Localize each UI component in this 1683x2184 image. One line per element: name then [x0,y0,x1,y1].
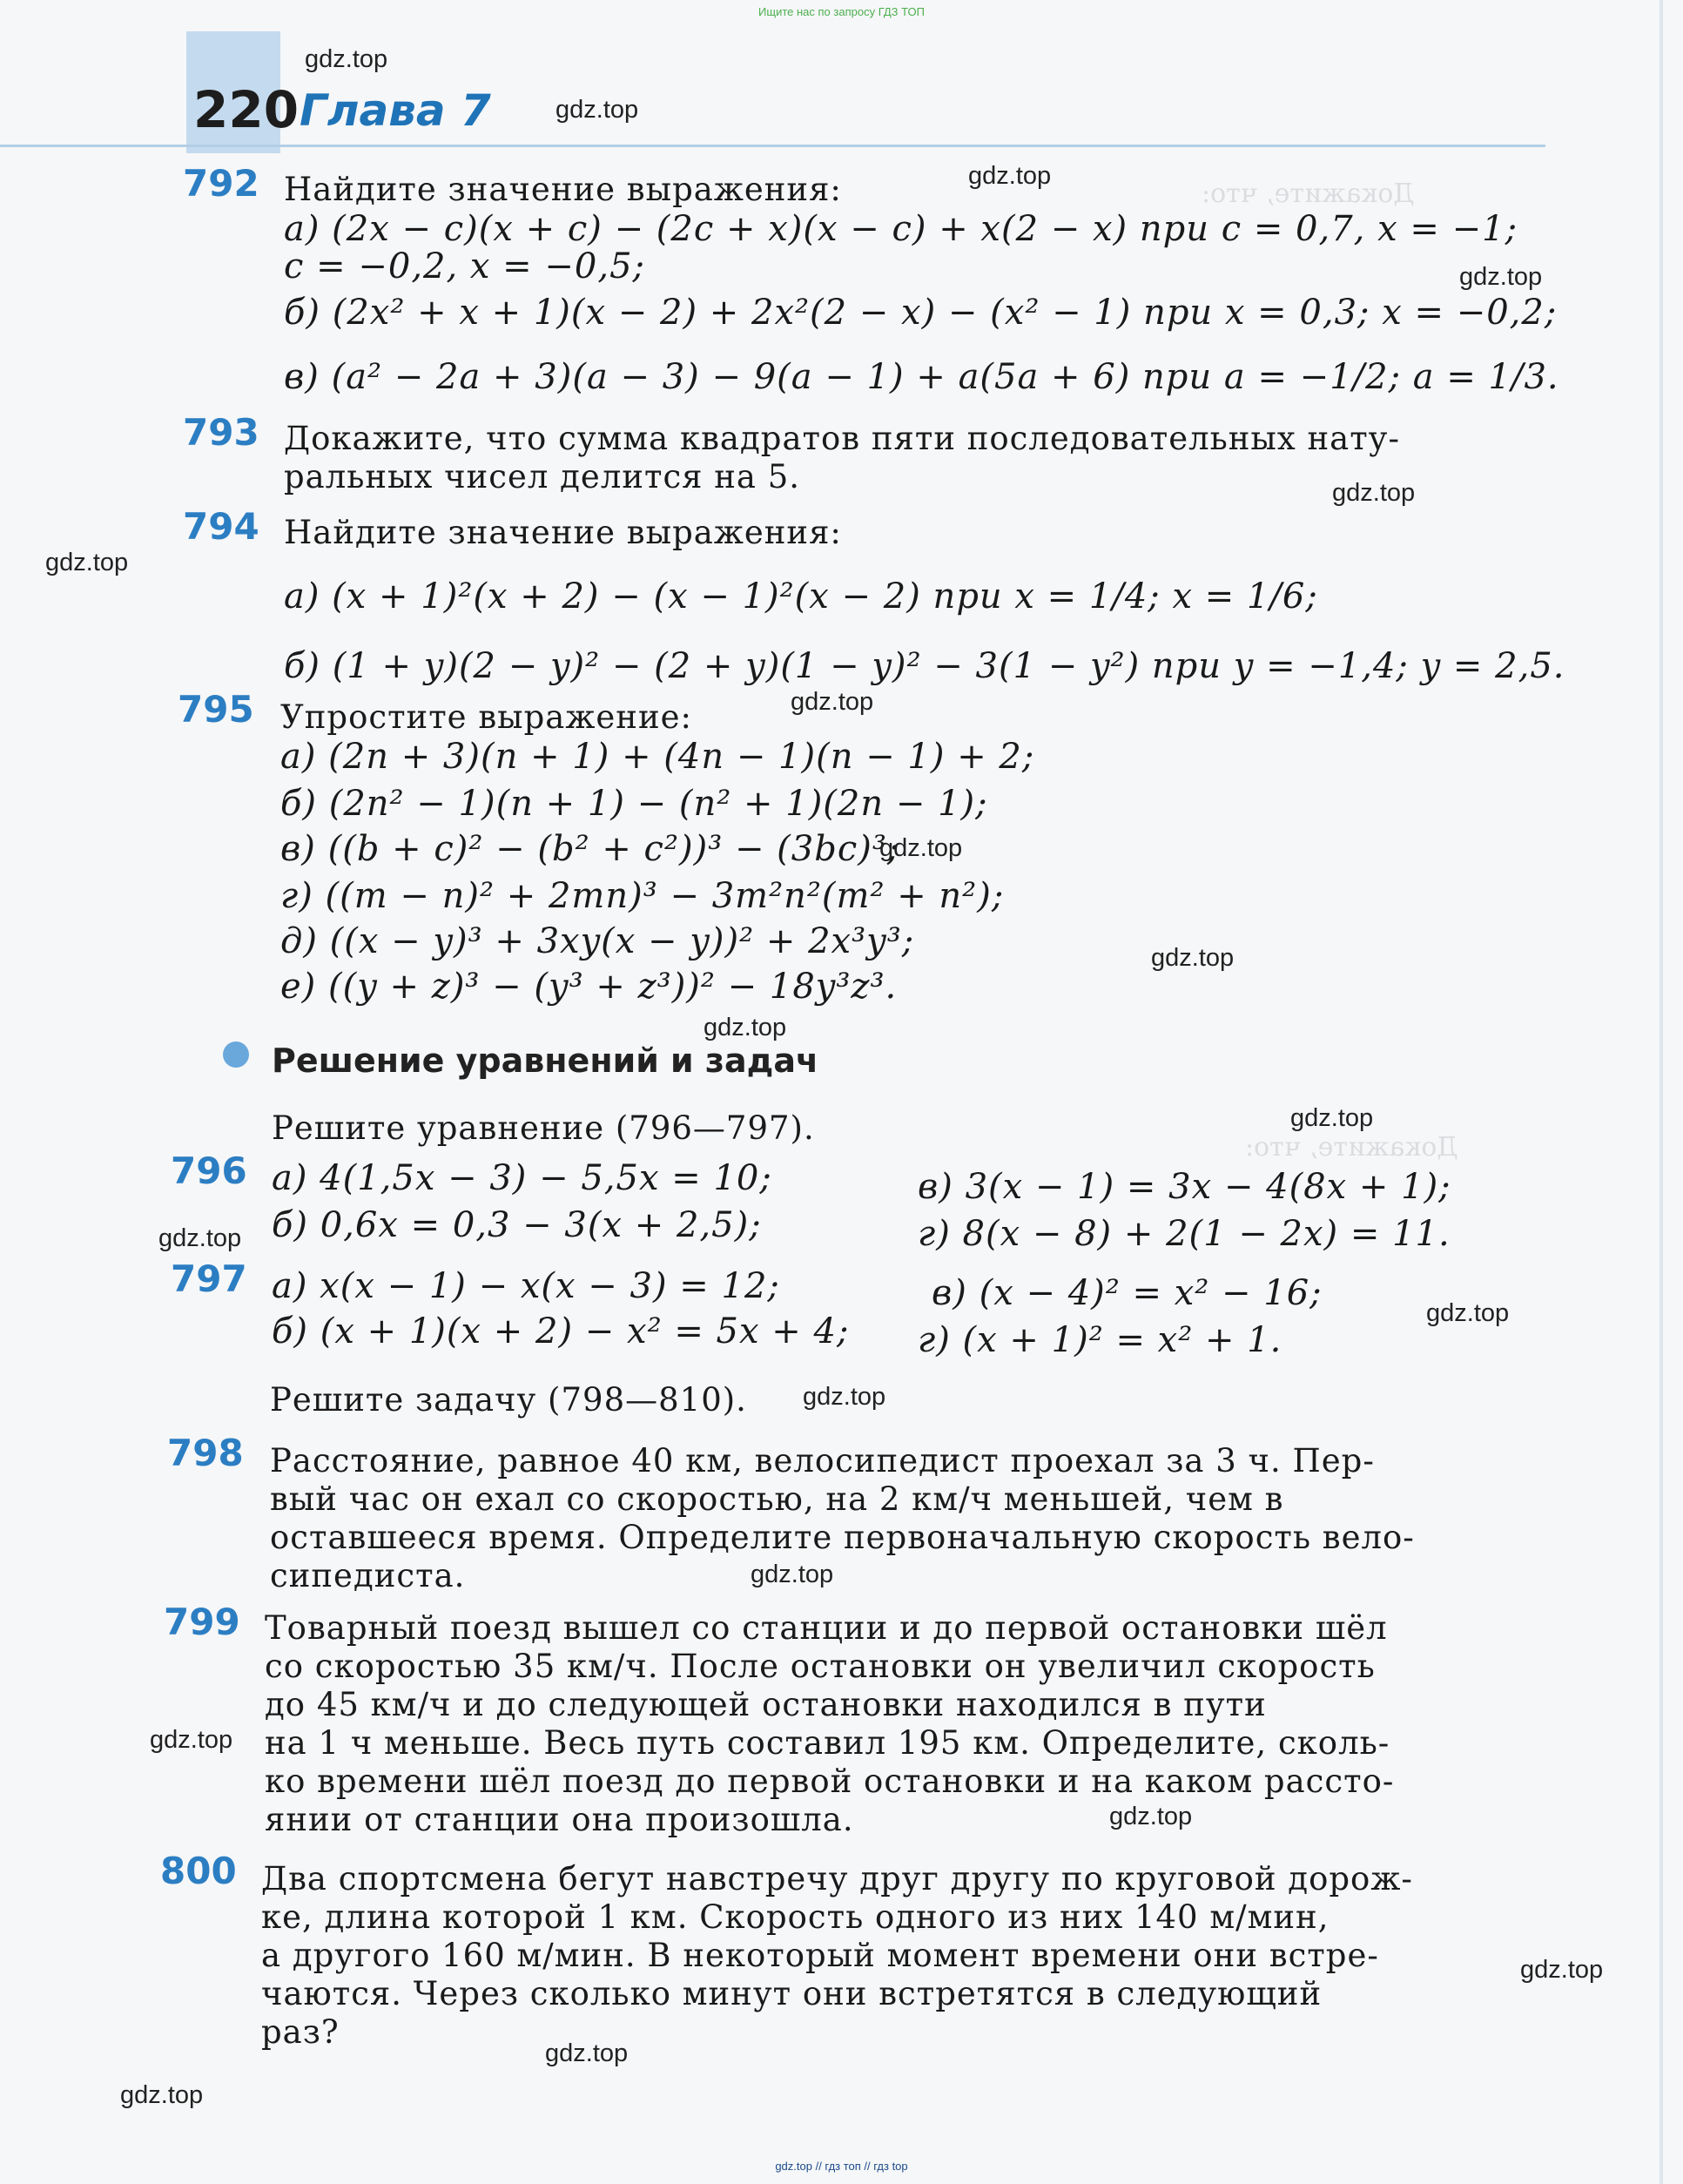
equation: б) (x + 1)(x + 2) − x² = 5x + 4; [272,1311,850,1352]
section-title: Решение уравнений и задач [272,1041,819,1080]
watermark: gdz.top [1151,944,1235,972]
problem-text: в) ((b + c)² − (b² + c²))³ − (3bc)³; [280,829,900,869]
top-note: Ищите нас по запросу ГДЗ ТОП [758,5,925,18]
intro-text: Решите уравнение (796—797). [272,1109,815,1147]
equation: г) 8(x − 8) + 2(1 − 2x) = 11. [918,1214,1451,1254]
problem-text: до 45 км/ч и до следующей остановки находился в пути [265,1686,1267,1723]
problem-text: Два спортсмена бегут навстречу друг другу по круговой дорож- [261,1860,1413,1898]
watermark: gdz.top [1520,1956,1604,1984]
problem-text: а другого 160 м/мин. В некоторый момент времени они встре- [261,1937,1379,1974]
equation: в) (x − 4)² = x² − 16; [932,1273,1323,1313]
problem-number: 795 [178,688,254,731]
show-through-text: Докажите, что: [1202,179,1415,209]
problem-text: раз? [261,2013,340,2051]
watermark: gdz.top [1109,1803,1193,1830]
problem-text: б) (1 + y)(2 − y)² − (2 + y)(1 − y)² − 3(1 − y²) при y = −1,4; y = 2,5. [284,646,1565,686]
problem-text: со скоростью 35 км/ч. После остановки он увеличил скорость [265,1648,1376,1685]
problem-text: б) (2n² − 1)(n + 1) − (n² + 1)(2n − 1); [280,784,988,824]
problem-number: 797 [171,1257,247,1300]
watermark: gdz.top [545,2039,629,2067]
header-rule [0,145,1545,147]
watermark: gdz.top [305,45,388,73]
watermark: gdz.top [555,96,639,124]
section-bullet [223,1041,249,1068]
equation: а) 4(1,5x − 3) − 5,5x = 10; [272,1158,772,1198]
problem-text: д) ((x − y)³ + 3xy(x − y))² + 2x³y³; [280,921,915,961]
problem-text: а) (2x − c)(x + c) − (2c + x)(x − c) + x(2 − x) при c = 0,7, x = −1; [284,209,1518,249]
problem-number: 796 [171,1149,247,1192]
problem-text: а) (2n + 3)(n + 1) + (4n − 1)(n − 1) + 2; [280,737,1035,777]
problem-text: г) ((m − n)² + 2mn)³ − 3m²n²(m² + n²); [280,876,1005,916]
show-through-text: Докажите, что: [1245,1132,1458,1163]
problem-number: 799 [164,1601,240,1643]
equation: а) x(x − 1) − x(x − 3) = 12; [272,1266,780,1306]
watermark: gdz.top [879,834,963,862]
problem-text: Докажите, что сумма квадратов пяти последовательных нату- [284,420,1400,457]
watermark: gdz.top [158,1224,242,1252]
problem-text: сипедиста. [270,1557,466,1594]
problem-text: ко времени шёл поезд до первой остановки и на каком рассто- [265,1763,1395,1800]
problem-text: Упростите выражение: [280,698,692,736]
watermark: gdz.top [45,549,129,576]
problem-number: 794 [183,505,259,548]
watermark: gdz.top [1332,479,1416,507]
problem-text: Найдите значение выражения: [284,514,842,551]
problem-text: а) (x + 1)²(x + 2) − (x − 1)²(x − 2) при x = 1/4; x = 1/6; [284,576,1318,617]
watermark: gdz.top [751,1560,834,1588]
page-edge [1659,0,1663,2184]
problem-text: е) ((y + z)³ − (y³ + z³))² − 18y³z³. [280,967,898,1007]
problem-number: 800 [160,1850,237,1892]
problem-number: 793 [183,411,259,454]
watermark: gdz.top [150,1726,233,1754]
watermark: gdz.top [1459,263,1543,291]
problem-number: 792 [183,162,259,205]
problem-number: 798 [167,1432,244,1474]
equation: г) (x + 1)² = x² + 1. [918,1320,1282,1360]
watermark: gdz.top [791,688,874,716]
problem-text: Расстояние, равное 40 км, велосипедист проехал за 3 ч. Пер- [270,1442,1375,1480]
chapter-title: Глава 7 [300,85,491,136]
problem-text: Товарный поезд вышел со станции и до первой остановки шёл [265,1609,1388,1647]
problem-text: б) (2x² + x + 1)(x − 2) + 2x²(2 − x) − (x² − 1) при x = 0,3; x = −0,2; [284,293,1558,333]
equation: б) 0,6x = 0,3 − 3(x + 2,5); [272,1205,762,1245]
problem-text: в) (a² − 2a + 3)(a − 3) − 9(a − 1) + a(5a + 6) при a = −1/2; a = 1/3. [284,357,1559,397]
watermark: gdz.top [803,1383,886,1411]
problem-text: на 1 ч меньше. Весь путь составил 195 км. Определите, сколь- [265,1724,1390,1762]
problem-text: янии от станции она произошла. [265,1801,854,1838]
intro-text: Решите задачу (798—810). [270,1381,747,1419]
problem-text: вый час он ехал со скоростью, на 2 км/ч меньшей, чем в [270,1480,1284,1518]
page-number: 220 [193,80,300,139]
problem-text: Найдите значение выражения: [284,171,842,208]
problem-text: чаются. Через сколько минут они встретятся в следующий [261,1975,1323,2012]
problem-text: ральных чисел делится на 5. [284,458,801,495]
bottom-note: gdz.top // гдз топ // гдз top [775,2160,908,2173]
watermark: gdz.top [1426,1299,1510,1327]
problem-text: ке, длина которой 1 км. Скорость одного из них 140 м/мин, [261,1898,1330,1936]
watermark: gdz.top [120,2081,204,2109]
watermark: gdz.top [1290,1104,1374,1132]
equation: в) 3(x − 1) = 3x − 4(8x + 1); [918,1167,1451,1207]
problem-text: оставшееся время. Определите первоначальную скорость вело- [270,1519,1415,1556]
watermark: gdz.top [968,162,1052,190]
watermark: gdz.top [703,1014,787,1041]
problem-text: c = −0,2, x = −0,5; [284,246,646,286]
